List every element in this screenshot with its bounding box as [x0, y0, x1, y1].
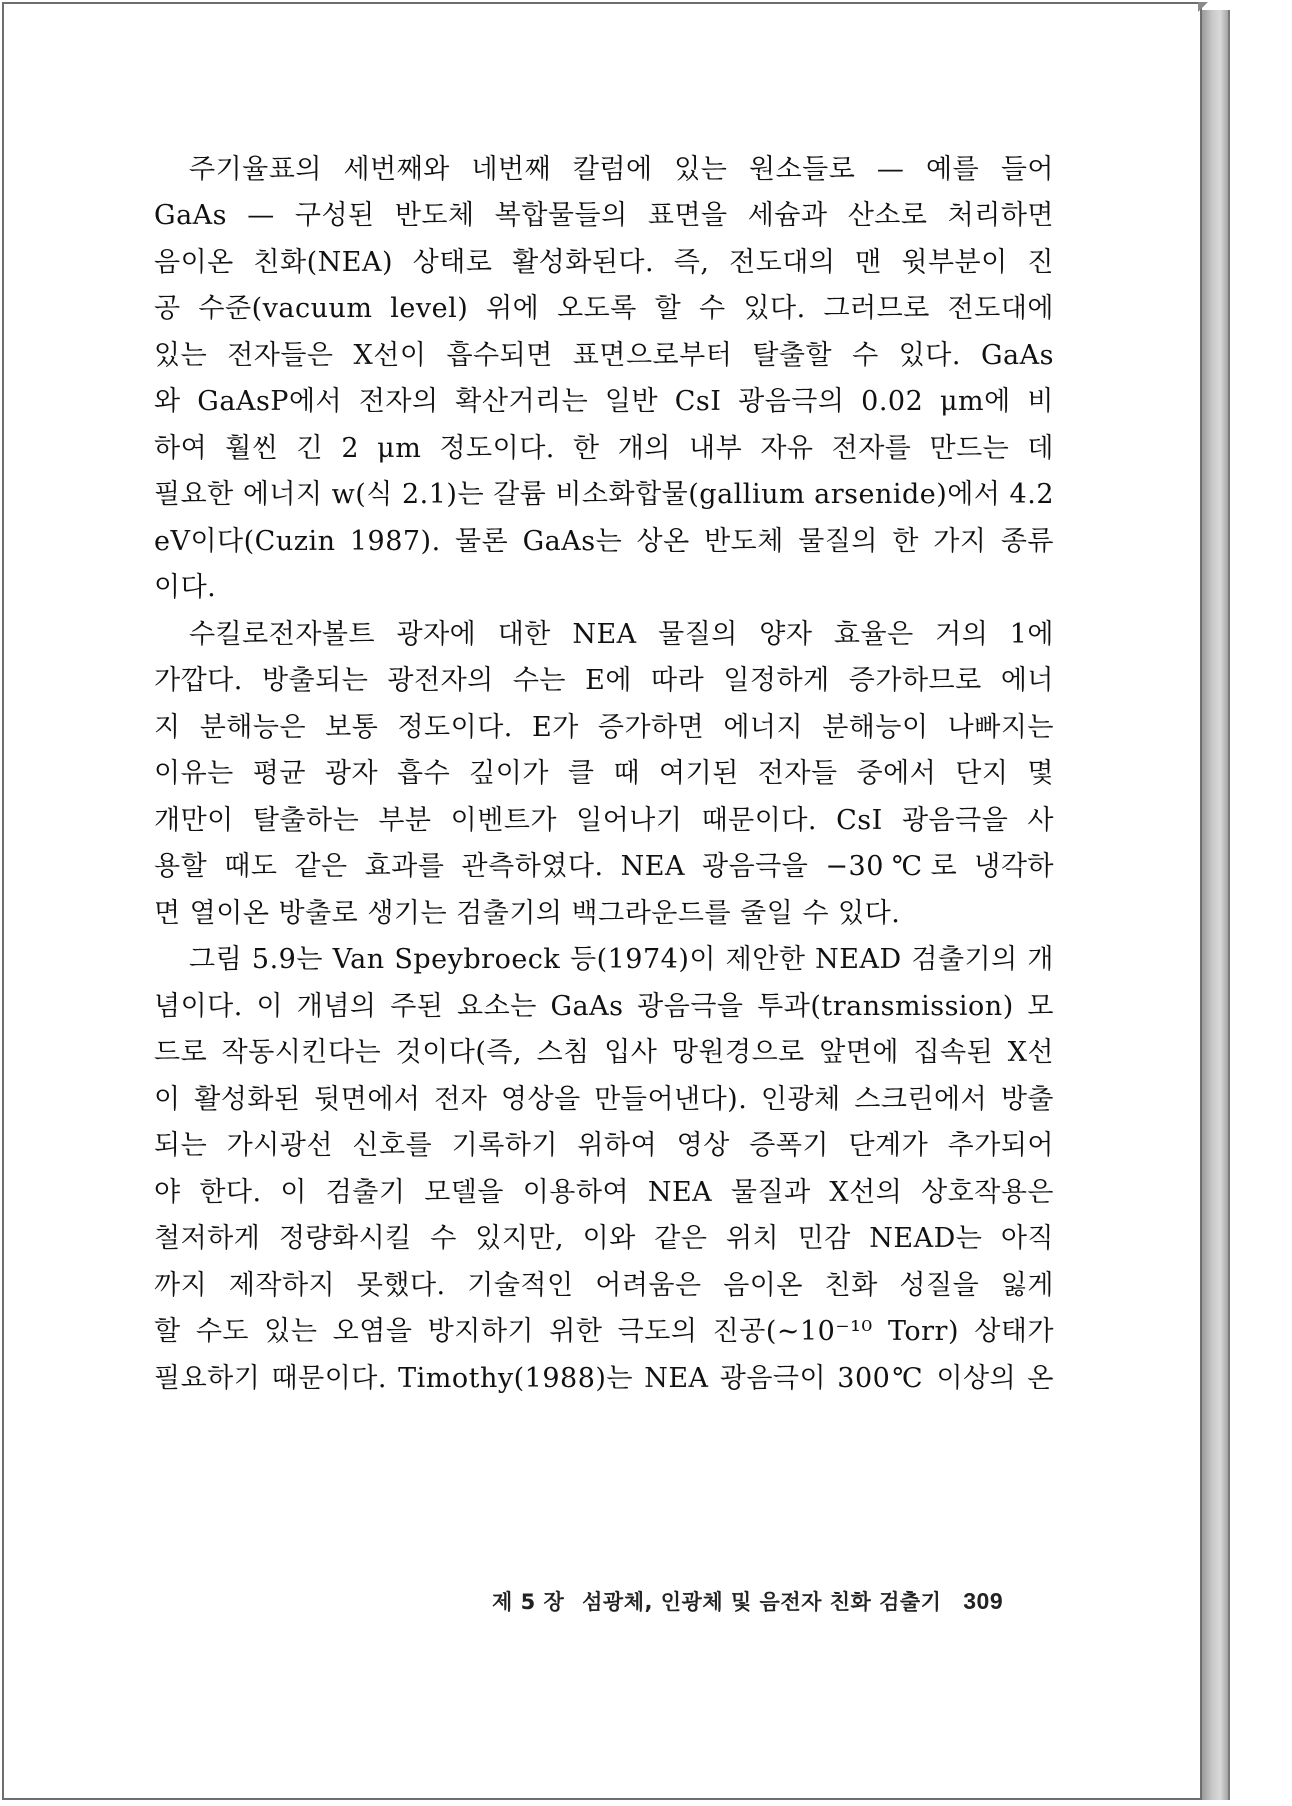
- text-line: 수킬로전자볼트 광자에 대한 NEA 물질의 양자 효율은 거의 1에: [189, 619, 1054, 650]
- book-page: [2, 2, 1202, 1800]
- text-line: 필요한 에너지 w(식 2.1)는 갈륨 비소화합물(gallium arsenide)에서 4.2: [154, 479, 1054, 510]
- text-line: 그림 5.9는 Van Speybroeck 등(1974)이 제안한 NEAD 검출기의 개: [189, 944, 1054, 975]
- text-line: 드로 작동시킨다는 것이다(즉, 스침 입사 망원경으로 앞면에 집속된 X선: [154, 1037, 1054, 1068]
- text-line: 개만이 탈출하는 부분 이벤트가 일어나기 때문이다. CsI 광음극을 사: [154, 805, 1054, 836]
- text-line: 가깝다. 방출되는 광전자의 수는 E에 따라 일정하게 증가하므로 에너: [154, 665, 1054, 696]
- text-line: 할 수도 있는 오염을 방지하기 위한 극도의 진공(~10⁻¹⁰ Torr) 상태가: [154, 1316, 1054, 1347]
- page-stack-edge: [1202, 10, 1230, 1800]
- text-line: 지 분해능은 보통 정도이다. E가 증가하면 에너지 분해능이 나빠지는: [154, 712, 1054, 743]
- text-line: 야 한다. 이 검출기 모델을 이용하여 NEA 물질과 X선의 상호작용은: [154, 1177, 1054, 1208]
- text-line: eV이다(Cuzin 1987). 물론 GaAs는 상온 반도체 물질의 한 가지 종류: [154, 526, 1054, 557]
- chapter-title: 섬광체, 인광체 및 음전자 친화 검출기: [582, 1590, 942, 1614]
- chapter-label: 제 5 장: [492, 1590, 565, 1614]
- text-line: 면 열이온 방출로 생기는 검출기의 백그라운드를 줄일 수 있다.: [154, 898, 901, 929]
- text-line: 철저하게 정량화시킬 수 있지만, 이와 같은 위치 민감 NEAD는 아직: [154, 1223, 1054, 1254]
- text-line: 공 수준(vacuum level) 위에 오도록 할 수 있다. 그러므로 전도대에: [154, 293, 1054, 324]
- page-number: 309: [963, 1588, 1004, 1614]
- text-line: 필요하기 때문이다. Timothy(1988)는 NEA 광음극이 300℃ 이상의 온: [154, 1363, 1054, 1394]
- text-line: 이다.: [154, 572, 217, 603]
- text-line: 용할 때도 같은 효과를 관측하였다. NEA 광음극을 −30℃로 냉각하: [154, 851, 1054, 882]
- text-line: 음이온 친화(NEA) 상태로 활성화된다. 즉, 전도대의 맨 윗부분이 진: [154, 247, 1054, 278]
- text-line: 까지 제작하지 못했다. 기술적인 어려움은 음이온 친화 성질을 잃게: [154, 1270, 1054, 1301]
- text-line: 있는 전자들은 X선이 흡수되면 표면으로부터 탈출할 수 있다. GaAs: [154, 340, 1054, 371]
- text-line: 주기율표의 세번째와 네번째 칼럼에 있는 원소들로 — 예를 들어: [189, 154, 1054, 185]
- text-line: GaAs — 구성된 반도체 복합물들의 표면을 세슘과 산소로 처리하면: [154, 200, 1054, 231]
- text-line: 념이다. 이 개념의 주된 요소는 GaAs 광음극을 투과(transmission) 모: [154, 991, 1054, 1022]
- text-line: 이 활성화된 뒷면에서 전자 영상을 만들어낸다). 인광체 스크린에서 방출: [154, 1084, 1054, 1115]
- text-line: 되는 가시광선 신호를 기록하기 위하여 영상 증폭기 단계가 추가되어: [154, 1130, 1054, 1161]
- text-line: 와 GaAsP에서 전자의 확산거리는 일반 CsI 광음극의 0.02 μm에 비: [154, 386, 1054, 417]
- page-footer: [492, 1586, 1032, 1616]
- text-line: 하여 훨씬 긴 2 μm 정도이다. 한 개의 내부 자유 전자를 만드는 데: [154, 433, 1054, 464]
- text-line: 이유는 평균 광자 흡수 깊이가 클 때 여기된 전자들 중에서 단지 몇: [154, 758, 1054, 789]
